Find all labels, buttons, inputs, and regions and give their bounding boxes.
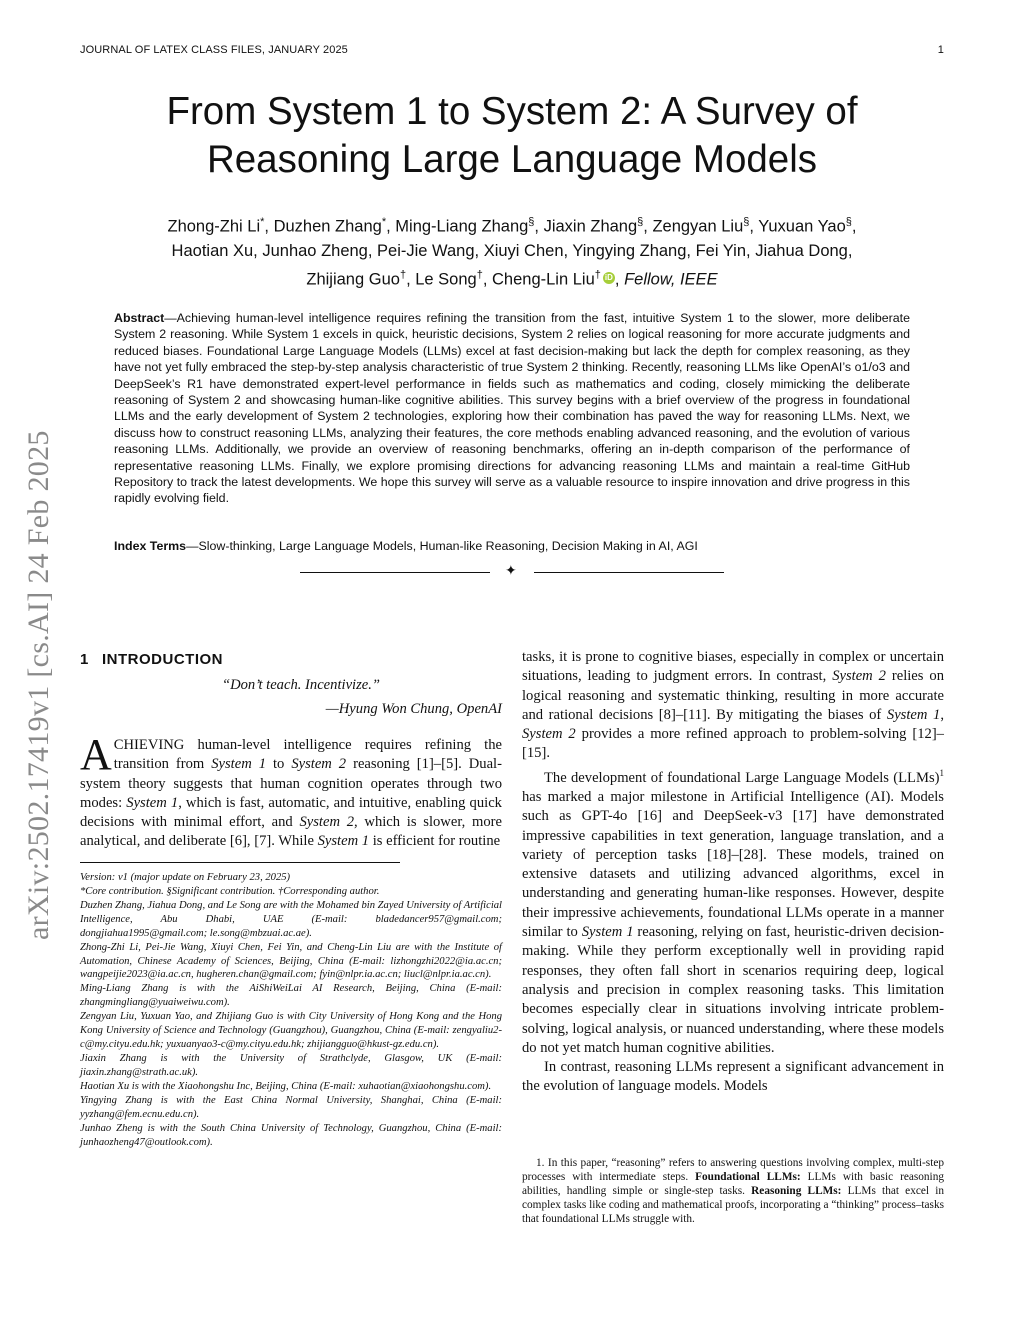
author: Ming-Liang Zhang [395, 217, 529, 236]
abstract-text: —Achieving human-level intelligence requires refining the transition from the fast, intuitive System 1 to the slower, more deliberate System 2 reasoning. While System 1 excels in quick, heuristic decisions, System 2 relies on logical reasoning for more accurate judgments and reduced biases. Foundational Large Language Models (LLMs) excel at fast decision-making but lack the depth for complex reasoning, as they have not yet fully embraced the step-by-step analysis characteristic of true System 2 thinking. Recently, reasoning LLMs like OpenAI’s o1/o3 and DeepSeek’s R1 have demonstrated expert-level performance in fields such as mathematics and coding, closely mimicking the deliberate reasoning of System 2 and showcasing human-like cognitive abilities. This survey begins with a brief overview of the progress in foundational LLMs and the early development of System 2 technologies, exploring how their combination has paved the way for reasoning LLMs. Next, we discuss how to construct reasoning LLMs, analyzing their features, the core methods enabling advanced reasoning, and the evolution of various reasoning LLMs. Additionally, we provide an overview of reasoning benchmarks, offering an in-depth comparison of the performance of representative reasoning LLMs. Finally, we explore promising directions for advancing reasoning LLMs and maintain a real-time GitHub Repository to track the latest developments. We hope this survey will serve as a valuable resource to inspire innovation and drive progress in this rapidly evolving field. [114, 311, 910, 506]
author-line-2: Haotian Xu, Junhao Zheng, Pei-Jie Wang, Xiuyi Chen, Yingying Zhang, Fei Yin, Jiahua Dong, [171, 241, 853, 260]
affiliation-note: Version: v1 (major update on February 23, 2025) [80, 871, 291, 883]
index-terms-text: —Slow-thinking, Large Language Models, Human-like Reasoning, Decision Making in AI, AGI [186, 539, 698, 553]
affiliation-note: Zengyan Liu, Yuxuan Yao, and Zhijiang Guo is with City University of Hong Kong and the Hong Kong University of Science and Technology (Guangzhou), Guangzhou, China (E-mail: zengyaliu2-c@my.cityu.edu.hk; yuxuanyao3-c@my.cityu.edu.hk; zhijiangguo@hkust-gz.edu.cn). [80, 1011, 502, 1050]
body-paragraph: tasks, it is prone to cognitive biases, especially in complex or uncertain situations, leading to judgment errors. In contrast, System 2 relies on logical reasoning and systematic thinking, resulting in more accurate and rational decisions [8]–[11]. By mitigating the biases of System 1, System 2 provides a more refined approach to problem-solving [12]–[15]. [522, 649, 944, 762]
diamond-icon: ✦ [505, 564, 517, 579]
section-separator [300, 565, 724, 581]
affiliation-note: Duzhen Zhang, Jiahua Dong, and Le Song are with the Mohamed bin Zayed University of Artificial Intelligence, Abu Dhabi, UAE (E-mail: bladedancer957@gmail.com; dongjiahua1995@gmail.com; le.song@mbzuai.ac.ae). [80, 900, 502, 939]
index-terms [114, 538, 910, 554]
affiliation-note: Haotian Xu is with the Xiaohongshu Inc, Beijing, China (E-mail: xuhaotian@xiaohongshu.com). [80, 1080, 492, 1092]
body-paragraph: In contrast, reasoning LLMs represent a significant advancement in the evolution of language models. Models [522, 1059, 944, 1095]
author: Duzhen Zhang [273, 217, 382, 236]
affiliation-note: *Core contribution. §Significant contribution. †Corresponding author. [80, 885, 380, 897]
epigraph-quote: “Don’t teach. Incentivize.” [221, 677, 381, 693]
author: Zengyan Liu [652, 217, 744, 236]
author: Zhong-Zhi Li [167, 217, 261, 236]
footnote-rule [80, 862, 400, 863]
section-heading [80, 648, 502, 672]
author-line-3: Zhijiang Guo†, Le Song†, Cheng-Lin Liu† iD , Fellow, IEEE [306, 268, 718, 288]
author: Zhijiang Guo [306, 270, 400, 288]
fellow-title: Fellow, IEEE [624, 270, 718, 288]
orcid-icon[interactable]: iD [604, 273, 613, 282]
abstract-label: Abstract [114, 311, 165, 325]
author: Jiaxin Zhang [543, 217, 638, 236]
section-title: INTRODUCTION [102, 651, 223, 668]
abstract [114, 310, 910, 507]
body-paragraph: The development of foundational Large Language Models (LLMs)$^1$ has marked a major milestone in Artificial Intelligence (AI). Models such as GPT-4o [16] and DeepSeek-v3 [17] have demonstrated impressive capabilities in text generation, language translation, and a variety of perception tasks [18]–[28]. These models, trained on extensive datasets and utilizing advanced algorithms, excel in understanding and generating human-like responses. However, despite their impressive achievements, foundational LLMs operate in a manner similar to System 1 reasoning, relying on fast, heuristic-driven decision-making. While they perform exceptionally well in providing rapid responses, they often fall short in scenarios requiring deep, logical analysis and precision in complex reasoning tasks. This limitation becomes especially clear in situations involving intricate problem-solving, logical analysis, or nuanced understanding, where these models do not yet match human cognitive abilities. [522, 767, 944, 1056]
index-terms-label: Index Terms [114, 539, 187, 553]
affiliation-note: Jiaxin Zhang is with the University of Strathclyde, Glasgow, UK (E-mail: jiaxin.zhang@strath.ac.uk). [80, 1052, 502, 1078]
author: Yuxuan Yao [758, 217, 846, 236]
journal-header: JOURNAL OF LATEX CLASS FILES, JANUARY 2025 [80, 44, 348, 56]
affiliations [80, 871, 502, 1150]
dropcap: A [80, 730, 112, 779]
author: Cheng-Lin Liu [492, 270, 595, 288]
intro-paragraph: ACHIEVING human-level intelligence requires refining the transition from System 1 to System 2 reasoning [1]–[5]. Dual-system theory suggests that human cognition operates through two modes: System 1, which is fast, automatic, and intuitive, enabling quick decisions with minimal effort, and System 2, which is slower, more analytical, and deliberate [6], [7]. While System 1 is efficient for routine [80, 730, 502, 850]
page-number: 1 [937, 44, 944, 56]
affiliation-note: Junhao Zheng is with the South China University of Technology, Guangzhou, China (E-mail: junhaozheng47@outlook.com). [80, 1122, 502, 1148]
separator-line-left [300, 572, 490, 573]
affiliation-note: Yingying Zhang is with the East China Normal University, Shanghai, China (E-mail: yyzhang@fem.ecnu.edu.cn). [80, 1095, 502, 1120]
paper-title [80, 88, 944, 184]
epigraph-attribution: —Hyung Won Chung, OpenAI [325, 701, 502, 717]
affiliation-note: Ming-Liang Zhang is with the AiShiWeiLai AI Research, Beijing, China (E-mail: zhangmingliang@yuaiweiwu.com). [80, 983, 502, 1009]
author: Le Song [415, 270, 477, 288]
arxiv-identifier[interactable]: arXiv:2502.17419v1 [cs.AI] 24 Feb 2025 [22, 430, 55, 940]
left-column [80, 648, 502, 1150]
running-header [80, 44, 944, 60]
footnote: 1. In this paper, “reasoning” refers to answering questions involving complex, multi-step processes with intermediate steps. Foundational LLMs: LLMs with basic reasoning abilities, handling simple or single-step tasks. Reasoning LLMs: LLMs that excel in complex tasks like coding and mathematical proofs, incorporating a “thinking” process–tasks that foundational LLMs struggle with. [522, 1157, 944, 1225]
affiliation-note: Zhong-Zhi Li, Pei-Jie Wang, Xiuyi Chen, Fei Yin, and Cheng-Lin Liu are with the Institute of Automation, Chinese Academy of Sciences, Beijing, China (E-mail: lizhongzhi2022@ia.ac.cn; wangpeijie2023@ia.ac.cn, hugheren.chan@gmail.com; fyin@nlpr.ia.ac.cn; liucl@nlpr.ia.ac.cn). [80, 941, 502, 981]
section-number: 1 [80, 651, 89, 668]
author-list [80, 210, 944, 291]
separator-line-right [534, 572, 724, 573]
title-line-2: Reasoning Large Language Models [206, 138, 818, 181]
author-line-1: Zhong-Zhi Li*, Duzhen Zhang*, Ming-Liang Zhang§, Jiaxin Zhang§, Zengyan Liu§, Yuxuan Yao§, [167, 216, 857, 236]
right-column [522, 648, 944, 1097]
footnote-marker[interactable]: 1 [939, 767, 944, 778]
title-line-1: From System 1 to System 2: A Survey of [166, 90, 858, 133]
